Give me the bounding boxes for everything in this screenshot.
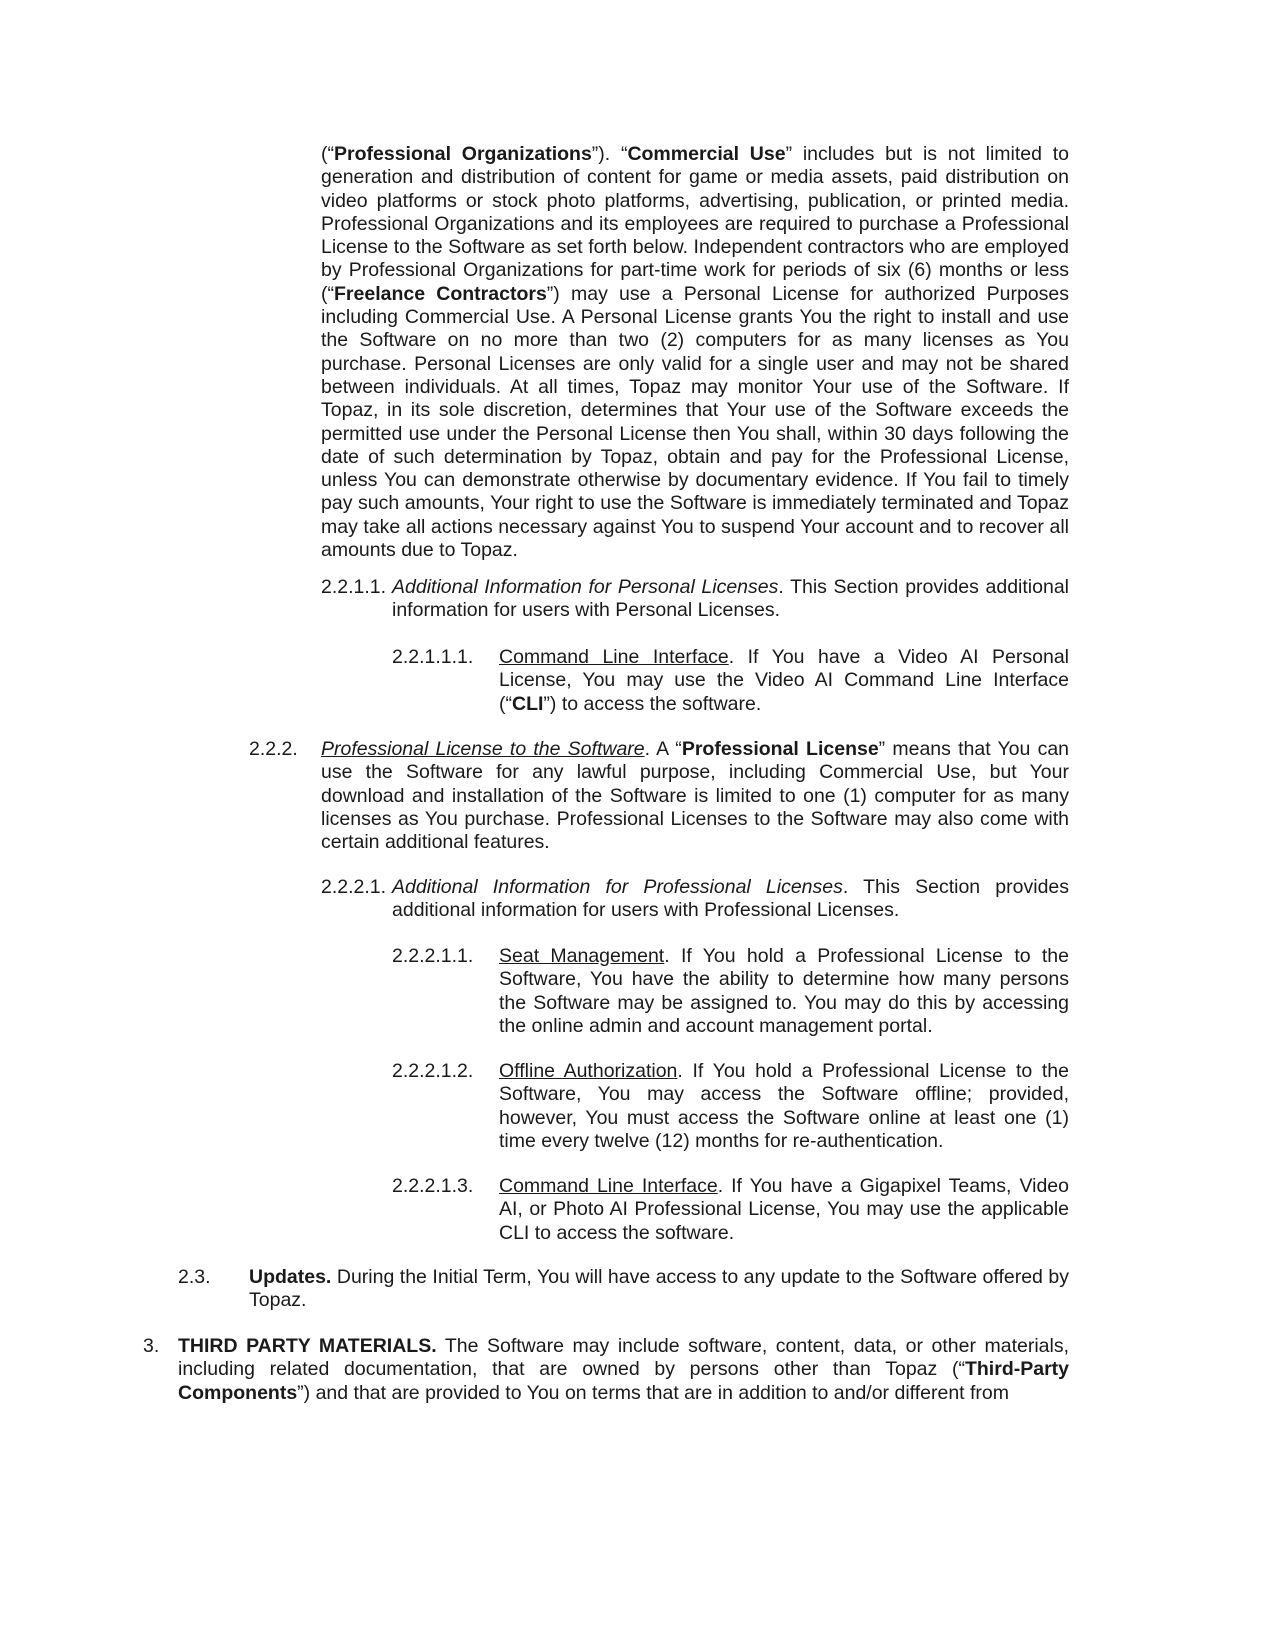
section-2-2-2-1-2: Offline Authorization. If You hold a Professional License to the Software, You may access the Software offline; provided, however, You must access the Software online at least one (1) time every twelve (12) months for re-authentication.: [499, 1060, 1069, 1152]
section-number-2-2-2-1: 2.2.2.1.: [321, 876, 387, 898]
term-freelance-contractors: Freelance Contractors: [334, 282, 547, 305]
section-heading: Professional License to the Software: [321, 738, 645, 760]
section-2-2-2-1-1: Seat Management. If You hold a Professional License to the Software, You have the ability to determine how many persons the Software may be assigned to. You may do this by accessing the online admin and account management portal.: [499, 945, 1069, 1037]
section-heading: Command Line Interface: [499, 646, 729, 668]
term-professional-license: Professional License: [681, 738, 879, 760]
section-number-2-3: 2.3.: [178, 1266, 211, 1288]
section-heading: Offline Authorization: [499, 1060, 678, 1082]
section-2-2-1-1-1: Command Line Interface. If You have a Video AI Personal License, You may use the Video AI Command Line Interface (“CLI”) to access the software.: [499, 646, 1069, 715]
section-2-2-1-1: Additional Information for Personal Licenses. This Section provides additional information for users with Personal Licenses.: [392, 576, 1070, 622]
section-2-2-2-1-3: Command Line Interface. If You have a Gigapixel Teams, Video AI, or Photo AI Professional License, You may use the applicable CLI to access the software.: [499, 1175, 1069, 1244]
term-professional-organizations: Professional Organizations: [334, 143, 592, 165]
section-number-2-2-2-1-3: 2.2.2.1.3.: [392, 1175, 474, 1197]
section-3: THIRD PARTY MATERIALS. The Software may include software, content, data, or other materials, including related documentation, that are owned by persons other than Topaz (“Third-Party Components”) and that are provided to You on terms that are in addition to and/or different from: [178, 1335, 1070, 1404]
section-heading: Updates.: [249, 1266, 332, 1288]
section-heading: THIRD PARTY MATERIALS.: [178, 1335, 437, 1357]
term-commercial-use: Commercial Use: [627, 143, 786, 165]
section-heading: Command Line Interface: [499, 1175, 718, 1197]
section-number-2-2-2-1-1: 2.2.2.1.1.: [392, 945, 474, 967]
section-2-2-2-1: Additional Information for Professional Licenses. This Section provides additional information for users with Professional Licenses.: [392, 876, 1070, 922]
section-heading: Additional Information for Personal Licenses: [392, 576, 779, 598]
section-2-3: Updates. During the Initial Term, You will have access to any update to the Software offered by Topaz.: [249, 1266, 1069, 1312]
term-third-party-components: Third-Party Components: [178, 1358, 1069, 1404]
term-cli: CLI: [512, 692, 544, 715]
section-heading: Seat Management: [499, 945, 665, 967]
section-number-2-2-2-1-2: 2.2.2.1.2.: [392, 1060, 474, 1082]
section-2-2-2: Professional License to the Software. A “Professional License” means that You can use the Software for any lawful purpose, including Commercial Use, but Your download and installation of the Software is limited to one (1) computer for as many licenses as You purchase. Professional Licenses to the Software may also come with certain additional features.: [321, 738, 1070, 854]
paragraph-intro: (“Professional Organizations”). “Commercial Use” includes but is not limited to generation and distribution of content for game or media assets, paid distribution on video platforms or stock photo platforms, advertising, publication, or printed media. Professional Organizations and its employees are required to purchase a Professional License to the Software as set forth below. Independent contractors who are employed by Professional Organizations for part-time work for periods of six (6) months or less (“Freelance Contractors”) may use a Personal License for authorized Purposes including Commercial Use. A Personal License grants You the right to install and use the Software on no more than two (2) computers for as many licenses as You purchase. Personal Licenses are only valid for a single user and may not be shared between individuals. At all times, Topaz may monitor Your use of the Software. If Topaz, in its sole discretion, determines that Your use of the Software exceeds the permitted use under the Personal License then You shall, within 30 days following the date of such determination by Topaz, obtain and pay for the Professional License, unless You can demonstrate otherwise by documentary evidence. If You fail to timely pay such amounts, Your right to use the Software is immediately terminated and Topaz may take all actions necessary against You to suspend Your account and to recover all amounts due to Topaz.: [321, 143, 1069, 562]
section-heading: Additional Information for Professional Licenses: [392, 876, 843, 898]
section-number-2-2-1-1: 2.2.1.1.: [321, 576, 387, 598]
section-number-2-2-2: 2.2.2.: [249, 738, 298, 760]
section-number-2-2-1-1-1: 2.2.1.1.1.: [392, 646, 474, 668]
section-number-3: 3.: [143, 1335, 160, 1357]
